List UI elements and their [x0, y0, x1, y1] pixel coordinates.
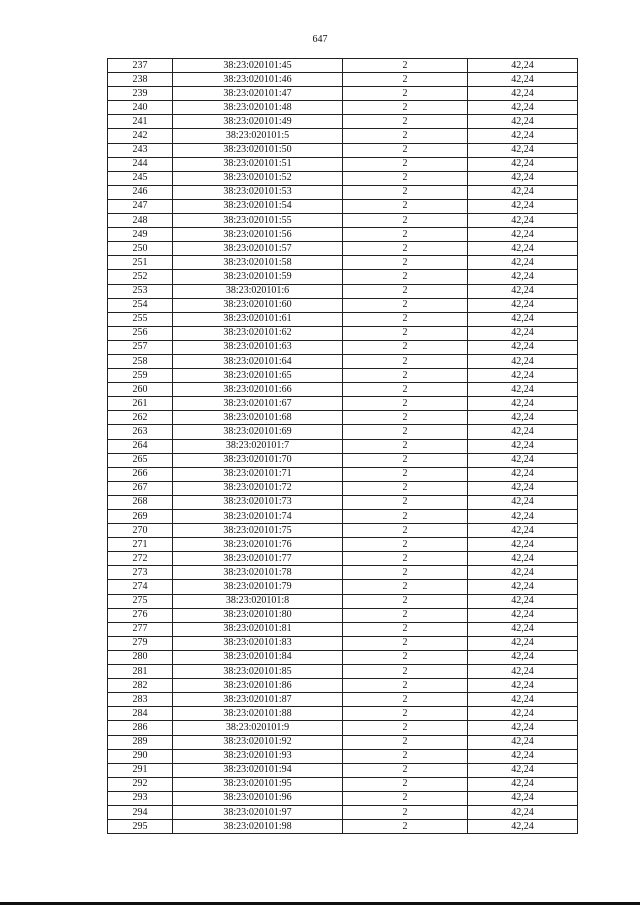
area-cell: 42,24 — [468, 665, 578, 679]
area-cell: 42,24 — [468, 805, 578, 819]
row-number-cell: 253 — [108, 284, 173, 298]
table-row — [108, 791, 578, 805]
area-cell: 42,24 — [468, 749, 578, 763]
area-cell: 42,24 — [468, 721, 578, 735]
row-number-cell: 237 — [108, 59, 173, 73]
count-cell: 2 — [343, 636, 468, 650]
count-cell: 2 — [343, 538, 468, 552]
table-row — [108, 397, 578, 411]
row-number-cell: 293 — [108, 791, 173, 805]
area-cell: 42,24 — [468, 228, 578, 242]
table-row — [108, 679, 578, 693]
cadastral-number-cell: 38:23:020101:7 — [173, 439, 343, 453]
table-row — [108, 101, 578, 115]
table-body — [108, 59, 578, 834]
table-row — [108, 129, 578, 143]
count-cell: 2 — [343, 763, 468, 777]
area-cell: 42,24 — [468, 524, 578, 538]
row-number-cell: 295 — [108, 820, 173, 834]
table-row — [108, 777, 578, 791]
cadastral-number-cell: 38:23:020101:48 — [173, 101, 343, 115]
row-number-cell: 268 — [108, 495, 173, 509]
count-cell: 2 — [343, 298, 468, 312]
area-cell: 42,24 — [468, 552, 578, 566]
count-cell: 2 — [343, 157, 468, 171]
area-cell: 42,24 — [468, 622, 578, 636]
area-cell: 42,24 — [468, 129, 578, 143]
cadastral-number-cell: 38:23:020101:61 — [173, 312, 343, 326]
count-cell: 2 — [343, 185, 468, 199]
area-cell: 42,24 — [468, 157, 578, 171]
row-number-cell: 284 — [108, 707, 173, 721]
count-cell: 2 — [343, 580, 468, 594]
area-cell: 42,24 — [468, 115, 578, 129]
area-cell: 42,24 — [468, 735, 578, 749]
count-cell: 2 — [343, 777, 468, 791]
cadastral-number-cell: 38:23:020101:76 — [173, 538, 343, 552]
count-cell: 2 — [343, 326, 468, 340]
table-row — [108, 735, 578, 749]
cadastral-number-cell: 38:23:020101:55 — [173, 214, 343, 228]
cadastral-number-cell: 38:23:020101:54 — [173, 199, 343, 213]
table-row — [108, 749, 578, 763]
row-number-cell: 249 — [108, 228, 173, 242]
table-row — [108, 171, 578, 185]
count-cell: 2 — [343, 214, 468, 228]
cadastral-number-cell: 38:23:020101:49 — [173, 115, 343, 129]
table-row — [108, 199, 578, 213]
row-number-cell: 256 — [108, 326, 173, 340]
table-row — [108, 693, 578, 707]
table-row — [108, 636, 578, 650]
count-cell: 2 — [343, 270, 468, 284]
table-row — [108, 622, 578, 636]
row-number-cell: 245 — [108, 171, 173, 185]
table-row — [108, 312, 578, 326]
row-number-cell: 259 — [108, 369, 173, 383]
count-cell: 2 — [343, 256, 468, 270]
row-number-cell: 258 — [108, 354, 173, 368]
cadastral-number-cell: 38:23:020101:72 — [173, 481, 343, 495]
area-cell: 42,24 — [468, 791, 578, 805]
cadastral-number-cell: 38:23:020101:63 — [173, 340, 343, 354]
table-row — [108, 270, 578, 284]
count-cell: 2 — [343, 650, 468, 664]
table-row — [108, 185, 578, 199]
table-row — [108, 707, 578, 721]
area-cell: 42,24 — [468, 284, 578, 298]
count-cell: 2 — [343, 228, 468, 242]
row-number-cell: 277 — [108, 622, 173, 636]
cadastral-number-cell: 38:23:020101:95 — [173, 777, 343, 791]
count-cell: 2 — [343, 495, 468, 509]
row-number-cell: 239 — [108, 87, 173, 101]
table-row — [108, 524, 578, 538]
table-row — [108, 143, 578, 157]
row-number-cell: 271 — [108, 538, 173, 552]
area-cell: 42,24 — [468, 256, 578, 270]
cadastral-number-cell: 38:23:020101:98 — [173, 820, 343, 834]
row-number-cell: 286 — [108, 721, 173, 735]
area-cell: 42,24 — [468, 777, 578, 791]
row-number-cell: 243 — [108, 143, 173, 157]
area-cell: 42,24 — [468, 439, 578, 453]
area-cell: 42,24 — [468, 101, 578, 115]
row-number-cell: 291 — [108, 763, 173, 777]
count-cell: 2 — [343, 284, 468, 298]
cadastral-number-cell: 38:23:020101:53 — [173, 185, 343, 199]
table-row — [108, 439, 578, 453]
row-number-cell: 280 — [108, 650, 173, 664]
count-cell: 2 — [343, 312, 468, 326]
row-number-cell: 242 — [108, 129, 173, 143]
table-row — [108, 481, 578, 495]
count-cell: 2 — [343, 383, 468, 397]
table-row — [108, 326, 578, 340]
table-row — [108, 425, 578, 439]
area-cell: 42,24 — [468, 425, 578, 439]
area-cell: 42,24 — [468, 650, 578, 664]
area-cell: 42,24 — [468, 185, 578, 199]
table-row — [108, 453, 578, 467]
count-cell: 2 — [343, 467, 468, 481]
cadastral-number-cell: 38:23:020101:68 — [173, 411, 343, 425]
row-number-cell: 255 — [108, 312, 173, 326]
cadastral-number-cell: 38:23:020101:52 — [173, 171, 343, 185]
cadastral-number-cell: 38:23:020101:57 — [173, 242, 343, 256]
table-row — [108, 538, 578, 552]
count-cell: 2 — [343, 87, 468, 101]
area-cell: 42,24 — [468, 495, 578, 509]
table-row — [108, 510, 578, 524]
area-cell: 42,24 — [468, 763, 578, 777]
table-row — [108, 552, 578, 566]
cadastral-number-cell: 38:23:020101:66 — [173, 383, 343, 397]
row-number-cell: 292 — [108, 777, 173, 791]
row-number-cell: 270 — [108, 524, 173, 538]
table-row — [108, 495, 578, 509]
area-cell: 42,24 — [468, 143, 578, 157]
table-row — [108, 59, 578, 73]
cadastral-number-cell: 38:23:020101:67 — [173, 397, 343, 411]
row-number-cell: 254 — [108, 298, 173, 312]
row-number-cell: 266 — [108, 467, 173, 481]
row-number-cell: 240 — [108, 101, 173, 115]
table-row — [108, 665, 578, 679]
count-cell: 2 — [343, 439, 468, 453]
area-cell: 42,24 — [468, 453, 578, 467]
area-cell: 42,24 — [468, 59, 578, 73]
cadastral-number-cell: 38:23:020101:84 — [173, 650, 343, 664]
area-cell: 42,24 — [468, 608, 578, 622]
count-cell: 2 — [343, 524, 468, 538]
table-row — [108, 580, 578, 594]
table-row — [108, 608, 578, 622]
cadastral-number-cell: 38:23:020101:88 — [173, 707, 343, 721]
area-cell: 42,24 — [468, 354, 578, 368]
table-row — [108, 763, 578, 777]
parcel-table — [107, 58, 578, 834]
count-cell: 2 — [343, 481, 468, 495]
table-row — [108, 298, 578, 312]
count-cell: 2 — [343, 354, 468, 368]
row-number-cell: 294 — [108, 805, 173, 819]
cadastral-number-cell: 38:23:020101:64 — [173, 354, 343, 368]
cadastral-number-cell: 38:23:020101:74 — [173, 510, 343, 524]
cadastral-number-cell: 38:23:020101:6 — [173, 284, 343, 298]
row-number-cell: 269 — [108, 510, 173, 524]
table-row — [108, 214, 578, 228]
row-number-cell: 244 — [108, 157, 173, 171]
table-row — [108, 650, 578, 664]
count-cell: 2 — [343, 59, 468, 73]
area-cell: 42,24 — [468, 636, 578, 650]
table-row — [108, 411, 578, 425]
count-cell: 2 — [343, 510, 468, 524]
page-number: 647 — [312, 34, 328, 45]
cadastral-number-cell: 38:23:020101:71 — [173, 467, 343, 481]
area-cell: 42,24 — [468, 326, 578, 340]
area-cell: 42,24 — [468, 481, 578, 495]
row-number-cell: 251 — [108, 256, 173, 270]
count-cell: 2 — [343, 115, 468, 129]
row-number-cell: 289 — [108, 735, 173, 749]
count-cell: 2 — [343, 707, 468, 721]
cadastral-number-cell: 38:23:020101:70 — [173, 453, 343, 467]
area-cell: 42,24 — [468, 298, 578, 312]
table-row — [108, 820, 578, 834]
cadastral-number-cell: 38:23:020101:86 — [173, 679, 343, 693]
cadastral-number-cell: 38:23:020101:75 — [173, 524, 343, 538]
table-row — [108, 284, 578, 298]
area-cell: 42,24 — [468, 383, 578, 397]
cadastral-number-cell: 38:23:020101:73 — [173, 495, 343, 509]
area-cell: 42,24 — [468, 707, 578, 721]
row-number-cell: 246 — [108, 185, 173, 199]
count-cell: 2 — [343, 622, 468, 636]
area-cell: 42,24 — [468, 369, 578, 383]
table-row — [108, 340, 578, 354]
table-row — [108, 242, 578, 256]
cadastral-number-cell: 38:23:020101:93 — [173, 749, 343, 763]
count-cell: 2 — [343, 721, 468, 735]
table-row — [108, 383, 578, 397]
area-cell: 42,24 — [468, 199, 578, 213]
area-cell: 42,24 — [468, 171, 578, 185]
table-row — [108, 721, 578, 735]
area-cell: 42,24 — [468, 467, 578, 481]
count-cell: 2 — [343, 791, 468, 805]
cadastral-number-cell: 38:23:020101:80 — [173, 608, 343, 622]
count-cell: 2 — [343, 566, 468, 580]
table-row — [108, 369, 578, 383]
area-cell: 42,24 — [468, 693, 578, 707]
row-number-cell: 283 — [108, 693, 173, 707]
row-number-cell: 274 — [108, 580, 173, 594]
cadastral-number-cell: 38:23:020101:51 — [173, 157, 343, 171]
table-row — [108, 228, 578, 242]
cadastral-number-cell: 38:23:020101:65 — [173, 369, 343, 383]
area-cell: 42,24 — [468, 594, 578, 608]
table-row — [108, 157, 578, 171]
row-number-cell: 282 — [108, 679, 173, 693]
count-cell: 2 — [343, 820, 468, 834]
area-cell: 42,24 — [468, 242, 578, 256]
area-cell: 42,24 — [468, 270, 578, 284]
row-number-cell: 276 — [108, 608, 173, 622]
table-row — [108, 566, 578, 580]
row-number-cell: 265 — [108, 453, 173, 467]
area-cell: 42,24 — [468, 397, 578, 411]
cadastral-number-cell: 38:23:020101:79 — [173, 580, 343, 594]
cadastral-number-cell: 38:23:020101:92 — [173, 735, 343, 749]
cadastral-number-cell: 38:23:020101:77 — [173, 552, 343, 566]
cadastral-number-cell: 38:23:020101:60 — [173, 298, 343, 312]
count-cell: 2 — [343, 369, 468, 383]
row-number-cell: 262 — [108, 411, 173, 425]
row-number-cell: 272 — [108, 552, 173, 566]
count-cell: 2 — [343, 749, 468, 763]
count-cell: 2 — [343, 73, 468, 87]
count-cell: 2 — [343, 735, 468, 749]
cadastral-number-cell: 38:23:020101:47 — [173, 87, 343, 101]
cadastral-number-cell: 38:23:020101:69 — [173, 425, 343, 439]
table-row — [108, 354, 578, 368]
cadastral-number-cell: 38:23:020101:97 — [173, 805, 343, 819]
count-cell: 2 — [343, 594, 468, 608]
count-cell: 2 — [343, 425, 468, 439]
row-number-cell: 257 — [108, 340, 173, 354]
cadastral-number-cell: 38:23:020101:5 — [173, 129, 343, 143]
cadastral-number-cell: 38:23:020101:96 — [173, 791, 343, 805]
row-number-cell: 281 — [108, 665, 173, 679]
row-number-cell: 241 — [108, 115, 173, 129]
row-number-cell: 238 — [108, 73, 173, 87]
count-cell: 2 — [343, 805, 468, 819]
table-row — [108, 594, 578, 608]
area-cell: 42,24 — [468, 411, 578, 425]
count-cell: 2 — [343, 552, 468, 566]
count-cell: 2 — [343, 340, 468, 354]
count-cell: 2 — [343, 665, 468, 679]
area-cell: 42,24 — [468, 312, 578, 326]
count-cell: 2 — [343, 101, 468, 115]
row-number-cell: 248 — [108, 214, 173, 228]
cadastral-number-cell: 38:23:020101:58 — [173, 256, 343, 270]
table-row — [108, 467, 578, 481]
cadastral-number-cell: 38:23:020101:45 — [173, 59, 343, 73]
row-number-cell: 247 — [108, 199, 173, 213]
area-cell: 42,24 — [468, 73, 578, 87]
cadastral-number-cell: 38:23:020101:50 — [173, 143, 343, 157]
cadastral-number-cell: 38:23:020101:78 — [173, 566, 343, 580]
table-row — [108, 805, 578, 819]
cadastral-number-cell: 38:23:020101:9 — [173, 721, 343, 735]
row-number-cell: 260 — [108, 383, 173, 397]
count-cell: 2 — [343, 397, 468, 411]
count-cell: 2 — [343, 693, 468, 707]
area-cell: 42,24 — [468, 580, 578, 594]
cadastral-number-cell: 38:23:020101:83 — [173, 636, 343, 650]
table-row — [108, 87, 578, 101]
count-cell: 2 — [343, 171, 468, 185]
row-number-cell: 290 — [108, 749, 173, 763]
count-cell: 2 — [343, 242, 468, 256]
row-number-cell: 273 — [108, 566, 173, 580]
cadastral-number-cell: 38:23:020101:59 — [173, 270, 343, 284]
cadastral-number-cell: 38:23:020101:46 — [173, 73, 343, 87]
cadastral-number-cell: 38:23:020101:94 — [173, 763, 343, 777]
count-cell: 2 — [343, 608, 468, 622]
area-cell: 42,24 — [468, 566, 578, 580]
row-number-cell: 275 — [108, 594, 173, 608]
area-cell: 42,24 — [468, 214, 578, 228]
row-number-cell: 252 — [108, 270, 173, 284]
count-cell: 2 — [343, 199, 468, 213]
area-cell: 42,24 — [468, 679, 578, 693]
row-number-cell: 261 — [108, 397, 173, 411]
area-cell: 42,24 — [468, 820, 578, 834]
area-cell: 42,24 — [468, 510, 578, 524]
area-cell: 42,24 — [468, 87, 578, 101]
cadastral-number-cell: 38:23:020101:62 — [173, 326, 343, 340]
table-row — [108, 73, 578, 87]
table-row — [108, 115, 578, 129]
cadastral-number-cell: 38:23:020101:8 — [173, 594, 343, 608]
row-number-cell: 263 — [108, 425, 173, 439]
cadastral-number-cell: 38:23:020101:87 — [173, 693, 343, 707]
count-cell: 2 — [343, 679, 468, 693]
area-cell: 42,24 — [468, 538, 578, 552]
count-cell: 2 — [343, 411, 468, 425]
row-number-cell: 279 — [108, 636, 173, 650]
table-row — [108, 256, 578, 270]
row-number-cell: 267 — [108, 481, 173, 495]
cadastral-number-cell: 38:23:020101:81 — [173, 622, 343, 636]
count-cell: 2 — [343, 129, 468, 143]
row-number-cell: 264 — [108, 439, 173, 453]
row-number-cell: 250 — [108, 242, 173, 256]
count-cell: 2 — [343, 453, 468, 467]
area-cell: 42,24 — [468, 340, 578, 354]
cadastral-number-cell: 38:23:020101:56 — [173, 228, 343, 242]
count-cell: 2 — [343, 143, 468, 157]
cadastral-number-cell: 38:23:020101:85 — [173, 665, 343, 679]
